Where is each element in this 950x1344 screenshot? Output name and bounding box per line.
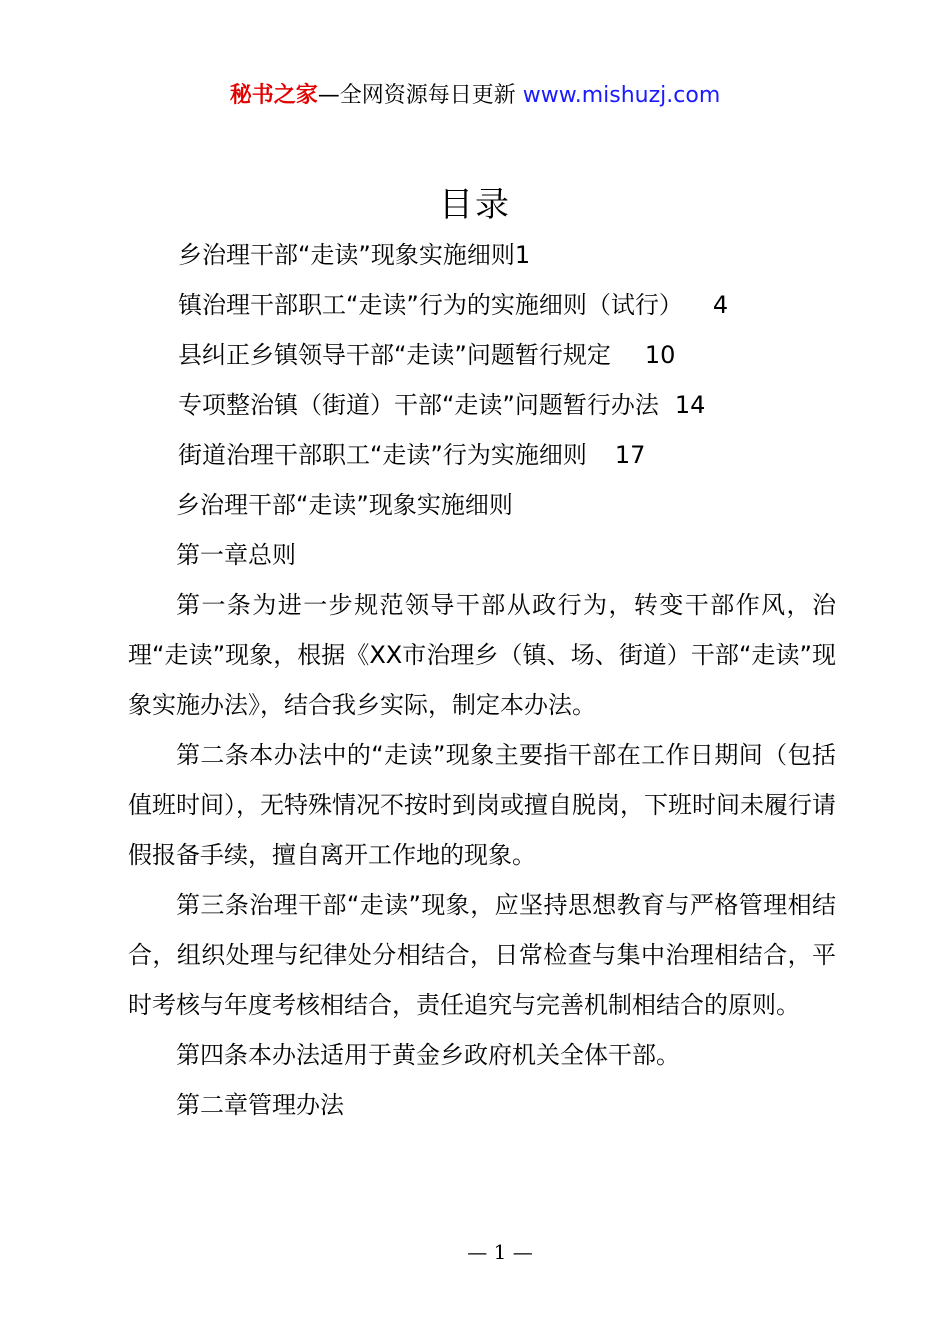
toc-item[interactable] [178,330,858,380]
toc-title: 目录 [439,185,511,225]
toc-item-text: 乡治理干部“走读”现象实施细则 [178,241,515,269]
toc-item-page: 4 [712,291,729,319]
site-url-link[interactable]: www.mishuzj.com [522,83,721,108]
document-title: 乡治理干部“走读”现象实施细则 [176,491,513,519]
document-body [128,480,836,1130]
toc-item-text: 专项整治镇（街道）干部“走读”问题暂行办法 [178,391,659,419]
toc-item-page: 14 [674,391,706,419]
toc-item-text: 街道治理干部职工“走读”行为实施细则 [178,441,587,469]
page-number: — 1 — [467,1240,533,1264]
toc-item[interactable] [178,280,858,330]
toc-item-page: 10 [644,341,676,369]
toc-item[interactable] [178,430,858,480]
article-paragraph: 第二条本办法中的“走读”现象主要指干部在工作日期间（包括值班时间），无特殊情况不按时到岗或擅自脱岗，下班时间未履行请假报备手续，擅自离开工作地的现象。 [128,741,836,869]
chapter-heading: 第一章总则 [176,541,296,569]
article-paragraph: 第一条为进一步规范领导干部从政行为，转变干部作风，治理“走读”现象，根据《XX市治理乡（镇、场、街道）干部“走读”现象实施办法》，结合我乡实际，制定本办法。 [128,591,836,719]
brand-name: 秘书之家 [229,83,318,108]
chapter-heading: 第二章管理办法 [176,1091,344,1119]
toc-item[interactable] [178,230,858,280]
toc-item[interactable] [178,380,858,430]
table-of-contents [178,230,858,480]
header-tagline: —全网资源每日更新 [317,83,516,108]
article-paragraph: 第四条本办法适用于黄金乡政府机关全体干部。 [176,1041,680,1069]
site-header [0,80,950,112]
toc-item-page: 17 [614,441,646,469]
toc-item-text: 县纠正乡镇领导干部“走读”问题暂行规定 [178,341,611,369]
toc-item-page: 1 [514,241,531,269]
toc-item-text: 镇治理干部职工“走读”行为的实施细则（试行） [178,291,683,319]
article-paragraph: 第三条治理干部“走读”现象，应坚持思想教育与严格管理相结合，组织处理与纪律处分相结合，日常检查与集中治理相结合，平时考核与年度考核相结合，责任追究与完善机制相结合的原则。 [128,891,836,1019]
